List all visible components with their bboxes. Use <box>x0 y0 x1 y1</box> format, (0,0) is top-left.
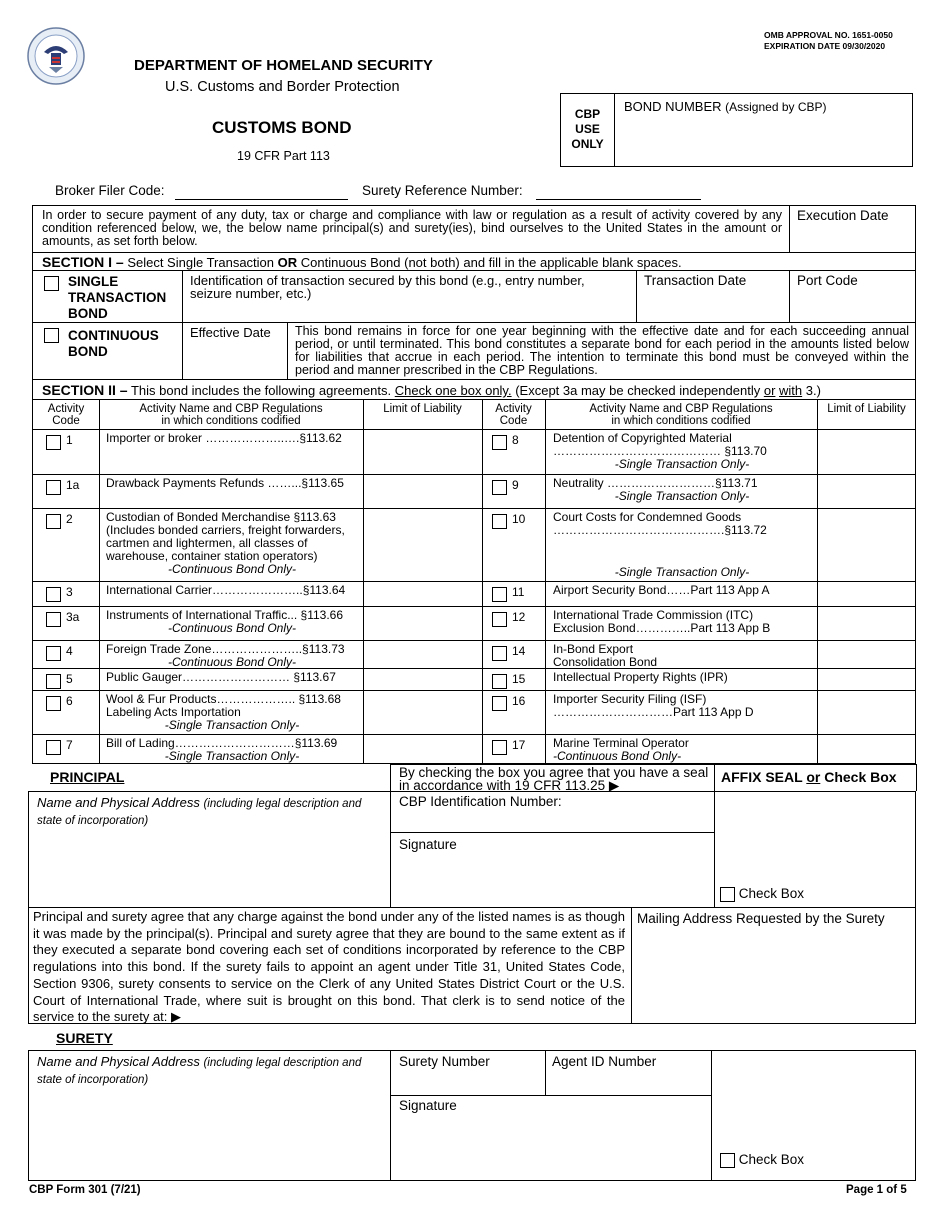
activity-17-code: 17 <box>512 738 526 752</box>
activity-6-code: 6 <box>66 694 73 708</box>
activity-6-label: Wool & Fur Products……………….. §113.68 <box>106 692 341 706</box>
activity-10-checkbox[interactable] <box>492 513 507 529</box>
surety-name-address-field[interactable]: Name and Physical Address (including legal description and state of incorporation) <box>37 1054 362 1086</box>
activity-2-checkbox[interactable] <box>46 513 61 529</box>
surety-seal-checkbox[interactable]: Check Box <box>720 1152 804 1168</box>
activity-4-limit-field[interactable] <box>364 641 481 667</box>
activity-16-label: Importer Security Filing (ISF) <box>553 692 707 706</box>
activity-1a-code: 1a <box>66 478 80 492</box>
activity-8-label: Detention of Copyrighted Material <box>553 431 732 445</box>
activity-1a-checkbox[interactable] <box>46 479 61 495</box>
activity-5-limit-field[interactable] <box>364 669 481 689</box>
activity-3a-note: -Continuous Bond Only- <box>167 621 297 635</box>
activity-12-code: 12 <box>512 610 526 624</box>
activity-8-note: -Single Transaction Only- <box>614 457 750 471</box>
intro-text: In order to secure payment of any duty, tax or charge and compliance with law or regulation as a result of activity covered by any condition referenced below, we, the below name principal(s) and surety(ies), bind ourselves to the United States in the amount or amounts, as set forth below. <box>42 208 782 248</box>
broker-filer-field[interactable] <box>175 199 348 200</box>
activity-1-code: 1 <box>66 433 73 447</box>
page-number: Page 1 of 5 <box>846 1184 907 1196</box>
activity-4-code: 4 <box>66 644 73 658</box>
activity-16-checkbox[interactable] <box>492 695 507 711</box>
activity-17-limit-field[interactable] <box>818 735 915 763</box>
activity-3a-checkbox[interactable] <box>46 611 61 627</box>
activity-14-label: In-Bond Export <box>553 642 634 656</box>
col-header-limit-left: Limit of Liability <box>383 403 462 415</box>
activity-16-label: …………………………Part 113 App D <box>553 705 754 719</box>
activity-5-label: Public Gauger……………………… §113.67 <box>106 670 336 684</box>
agreement-text: Principal and surety agree that any charge against the bond under any of the listed names is as though it was made by the principal(s). Principal and surety agree that they are bound to the same extent as if they executed a separate bond covering each set of conditions incorporated by reference to the CBP regulations into this bond. If the surety fails to appoint an agent under Title 31, United States Code, Section 9306, surety consents to service on the Clerk of any United States District Court or the U.S. Court of International Trade, where suit is brought on this bond. That clerk is to send notice of the service to the surety at: ▶ <box>33 909 625 1025</box>
transaction-identification-field[interactable]: Identification of transaction secured by this bond (e.g., entry number, seizure number, etc.) <box>190 273 585 301</box>
activity-15-checkbox[interactable] <box>492 673 507 689</box>
broker-filer-label: Broker Filer Code: <box>55 183 165 198</box>
form-number: CBP Form 301 (7/21) <box>29 1184 141 1196</box>
activity-14-limit-field[interactable] <box>818 641 915 667</box>
activity-4-checkbox[interactable] <box>46 645 61 661</box>
activity-11-checkbox[interactable] <box>492 586 507 602</box>
activity-7-label: Bill of Lading…………………………§113.69 <box>106 736 338 750</box>
activity-3-label: International Carrier…………………..§113.64 <box>106 583 346 597</box>
effective-date-field[interactable]: Effective Date <box>190 325 271 340</box>
activity-3-limit-field[interactable] <box>364 582 481 605</box>
principal-heading: PRINCIPAL <box>50 769 125 785</box>
activity-15-code: 15 <box>512 672 526 686</box>
activity-1a-limit-field[interactable] <box>364 475 481 507</box>
principal-signature-field[interactable]: Signature <box>399 837 457 852</box>
affix-seal-label: AFFIX SEAL or Check Box <box>721 769 897 785</box>
cbp-use-only: CBP USE ONLY <box>571 107 604 151</box>
activity-14-checkbox[interactable] <box>492 645 507 661</box>
activity-15-limit-field[interactable] <box>818 669 915 689</box>
continuous-bond-label: CONTINUOUS BOND <box>68 328 159 359</box>
activity-8-checkbox[interactable] <box>492 434 507 450</box>
agent-id-field[interactable]: Agent ID Number <box>552 1054 657 1069</box>
col-header-name-left: Activity Name and CBP Regulations in which conditions codified <box>139 403 323 427</box>
activity-2-note: -Continuous Bond Only- <box>167 562 297 576</box>
activity-5-code: 5 <box>66 672 73 686</box>
activity-3-code: 3 <box>66 585 73 599</box>
continuous-bond-text: This bond remains in force for one year beginning with the effective date and for each succeeding annual period, or until terminated. This bond constitutes a separate bond for each period in the amounts listed below for liabilities that accrue in each period. The intention to terminate this bond must be conveyed within the period and manner prescribed in the CBP Regulations. <box>295 324 909 377</box>
activity-15-label: Intellectual Property Rights (IPR) <box>553 670 728 684</box>
activity-11-limit-field[interactable] <box>818 582 915 605</box>
col-header-code-right: Activity Code <box>495 403 532 427</box>
activity-4-note: -Continuous Bond Only- <box>167 655 297 669</box>
activity-1-checkbox[interactable] <box>46 434 61 450</box>
principal-name-address-field[interactable]: Name and Physical Address (including legal description and state of incorporation) <box>37 795 362 827</box>
activity-14-code: 14 <box>512 644 526 658</box>
single-transaction-label: SINGLE TRANSACTION BOND <box>68 274 167 321</box>
activity-12-limit-field[interactable] <box>818 607 915 639</box>
mailing-address-field[interactable]: Mailing Address Requested by the Surety <box>637 911 885 926</box>
activity-10-label: …………………………………….§113.72 <box>553 523 767 537</box>
activity-3a-limit-field[interactable] <box>364 607 481 639</box>
activity-6-limit-field[interactable] <box>364 691 481 733</box>
cfr-reference: 19 CFR Part 113 <box>237 149 330 163</box>
activity-9-code: 9 <box>512 478 519 492</box>
activity-1-label: Importer or broker ………………..….§113.62 <box>106 431 342 445</box>
activity-3a-code: 3a <box>66 610 80 624</box>
activity-7-note: -Single Transaction Only- <box>164 749 300 763</box>
department-name: DEPARTMENT OF HOMELAND SECURITY <box>134 57 433 74</box>
activity-7-checkbox[interactable] <box>46 739 61 755</box>
activity-7-limit-field[interactable] <box>364 735 481 763</box>
section2-heading: SECTION II – This bond includes the following agreements. Check one box only. (Except 3a may be checked independently or with 3.) <box>42 382 821 398</box>
activity-7-code: 7 <box>66 738 73 752</box>
activity-12-label: Exclusion Bond…………..Part 113 App B <box>553 621 771 635</box>
activity-10-label: Court Costs for Condemned Goods <box>553 510 742 524</box>
section1-heading: SECTION I – Select Single Transaction OR Continuous Bond (not both) and fill in the applicable blank spaces. <box>42 254 682 270</box>
activity-9-label: Neutrality ………………………§113.71 <box>553 476 758 490</box>
activity-2-label: (Includes bonded carriers, freight forwarders, <box>106 523 345 537</box>
execution-date-field[interactable]: Execution Date <box>797 208 889 223</box>
omb-approval: OMB APPROVAL NO. 1651-0050 <box>764 30 893 40</box>
activity-8-code: 8 <box>512 433 519 447</box>
activity-3-checkbox[interactable] <box>46 586 61 602</box>
surety-ref-label: Surety Reference Number: <box>362 183 523 198</box>
activity-10-code: 10 <box>512 512 526 526</box>
activity-2-label: warehouse, container station operators) <box>106 549 318 563</box>
port-code-field[interactable]: Port Code <box>797 273 858 288</box>
activity-17-checkbox[interactable] <box>492 739 507 755</box>
seal-agreement-text: By checking the box you agree that you have a seal in accordance with 19 CFR 113.25 ▶ <box>399 765 709 793</box>
activity-10-limit-field[interactable] <box>818 509 915 580</box>
activity-9-limit-field[interactable] <box>818 475 915 507</box>
surety-signature-field[interactable]: Signature <box>399 1098 457 1113</box>
surety-heading: SURETY <box>56 1030 113 1046</box>
col-header-limit-right: Limit of Liability <box>827 403 906 415</box>
activity-16-code: 16 <box>512 694 526 708</box>
activity-10-note: -Single Transaction Only- <box>614 565 750 579</box>
activity-14-label: Consolidation Bond <box>553 655 658 669</box>
activity-6-label: Labeling Acts Importation <box>106 705 241 719</box>
single-transaction-checkbox[interactable] <box>44 275 59 291</box>
activity-11-code: 11 <box>512 585 525 599</box>
expiration-date: EXPIRATION DATE 09/30/2020 <box>764 41 886 51</box>
activity-1-limit-field[interactable] <box>364 430 481 473</box>
activity-6-checkbox[interactable] <box>46 695 61 711</box>
activity-17-label: Marine Terminal Operator <box>553 736 689 750</box>
continuous-bond-checkbox[interactable] <box>44 327 59 343</box>
activity-17-label: -Continuous Bond Only- <box>553 749 682 763</box>
activity-8-limit-field[interactable] <box>818 430 915 473</box>
principal-seal-checkbox[interactable]: Check Box <box>720 886 804 902</box>
dhs-seal-logo <box>27 27 85 85</box>
activity-9-checkbox[interactable] <box>492 479 507 495</box>
surety-number-field[interactable]: Surety Number <box>399 1054 490 1069</box>
agency-name: U.S. Customs and Border Protection <box>165 79 400 95</box>
activity-16-limit-field[interactable] <box>818 691 915 733</box>
surety-ref-field[interactable] <box>536 199 701 200</box>
activity-2-code: 2 <box>66 512 73 526</box>
activity-5-checkbox[interactable] <box>46 673 61 689</box>
activity-9-note: -Single Transaction Only- <box>614 489 750 503</box>
activity-12-label: International Trade Commission (ITC) <box>553 608 754 622</box>
transaction-date-field[interactable]: Transaction Date <box>644 273 747 288</box>
activity-2-label: Custodian of Bonded Merchandise §113.63 <box>106 510 336 524</box>
col-header-code-left: Activity Code <box>47 403 85 427</box>
activity-3a-label: Instruments of International Traffic... §113.66 <box>106 608 344 622</box>
activity-2-limit-field[interactable] <box>364 509 481 580</box>
activity-12-checkbox[interactable] <box>492 611 507 627</box>
bond-number-label[interactable]: BOND NUMBER (Assigned by CBP) <box>624 99 827 114</box>
activity-8-label: …………………………………… §113.70 <box>553 444 767 458</box>
activity-6-note: -Single Transaction Only- <box>164 718 300 732</box>
form-title: CUSTOMS BOND <box>212 118 352 137</box>
activity-11-label: Airport Security Bond……Part 113 App A <box>553 583 770 597</box>
activity-4-label: Foreign Trade Zone…………………..§113.73 <box>106 642 345 656</box>
cbp-identification-field[interactable]: CBP Identification Number: <box>399 794 562 809</box>
col-header-name-right: Activity Name and CBP Regulations in which conditions codified <box>589 403 773 427</box>
activity-2-label: cartmen and lightermen, all classes of <box>106 536 308 550</box>
activity-1a-label: Drawback Payments Refunds ……...§113.65 <box>106 476 344 490</box>
